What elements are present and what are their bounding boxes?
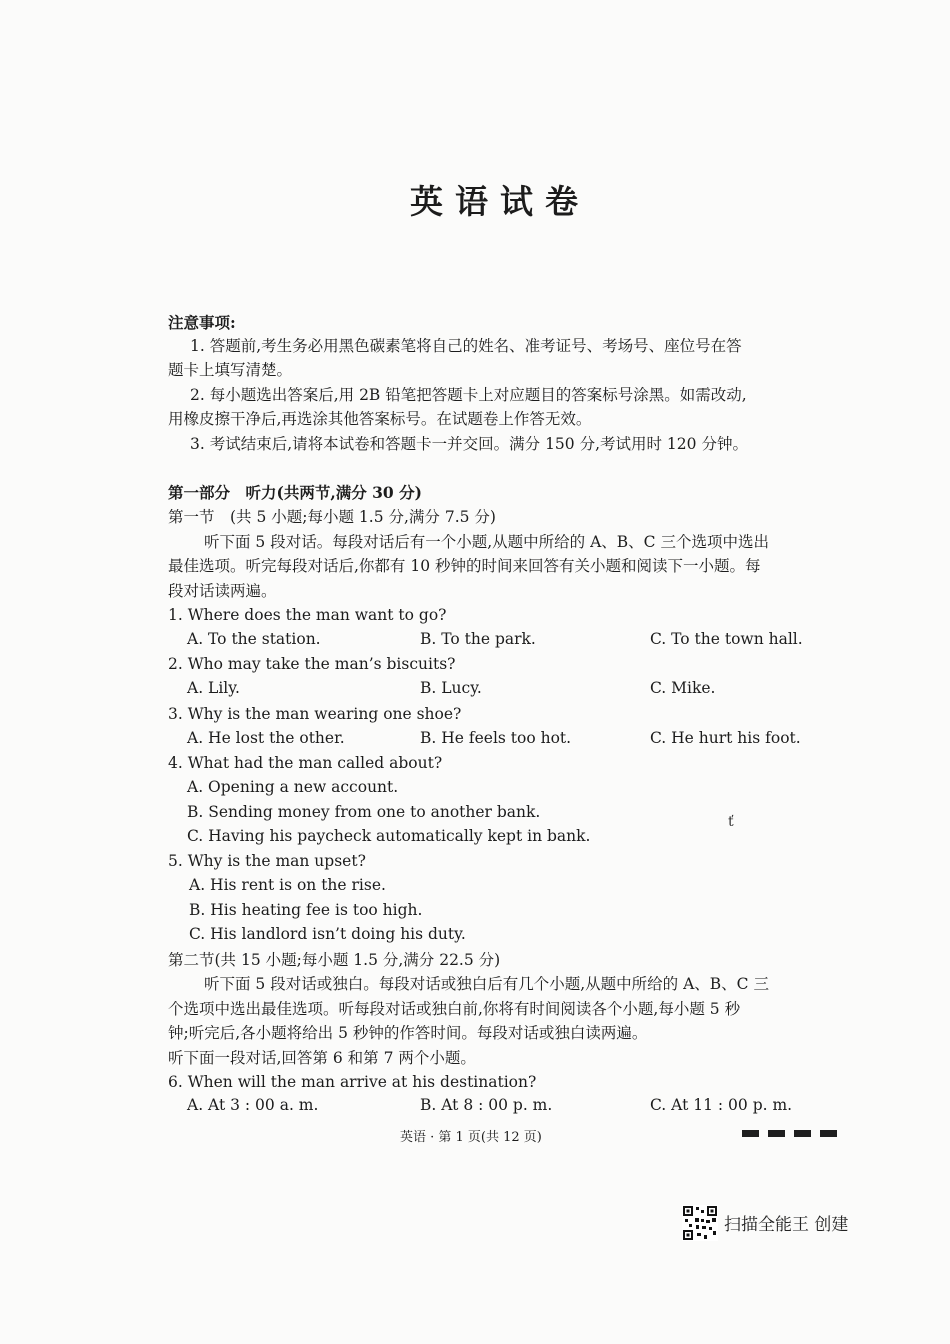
footer-bar (794, 1130, 811, 1137)
section1-heading: 第一节 (共 5 小题;每小题 1.5 分,满分 7.5 分) (168, 508, 496, 526)
question-5: 5. Why is the man upset? (168, 852, 366, 870)
question-1: 1. Where does the man want to go? (168, 606, 447, 624)
footer-bar (768, 1130, 785, 1137)
notice-line-5: 3. 考试结束后,请将本试卷和答题卡一并交回。满分 150 分,考试用时 120 分钟。 (190, 435, 748, 453)
question-3: 3. Why is the man wearing one shoe? (168, 705, 462, 723)
question-4: 4. What had the man called about? (168, 754, 443, 772)
footer-bar (742, 1130, 759, 1137)
qr-code-icon (682, 1205, 718, 1241)
footer-bar (820, 1130, 837, 1137)
section2-lead: 听下面一段对话,回答第 6 和第 7 两个小题。 (168, 1049, 476, 1067)
section2-heading: 第二节(共 15 小题;每小题 1.5 分,满分 22.5 分) (168, 951, 501, 969)
q1-option-c: C. To the town hall. (650, 630, 803, 648)
stray-mark: ť (728, 814, 734, 830)
section2-instructions-1: 听下面 5 段对话或独白。每段对话或独白后有几个小题,从题中所给的 A、B、C 三 (204, 975, 769, 993)
q6-option-a: A. At 3 : 00 a. m. (187, 1096, 319, 1114)
notice-line-2: 题卡上填写清楚。 (168, 361, 293, 379)
notice-line-4: 用橡皮擦干净后,再选涂其他答案标号。在试题卷上作答无效。 (168, 410, 592, 428)
page-title: 英语试卷 (410, 182, 590, 221)
q3-option-a: A. He lost the other. (187, 729, 345, 747)
q5-option-c: C. His landlord isn’t doing his duty. (189, 925, 466, 943)
footer-bars (742, 1130, 837, 1137)
q2-option-b: B. Lucy. (420, 679, 482, 697)
q2-option-a: A. Lily. (187, 679, 240, 697)
q1-option-a: A. To the station. (187, 630, 321, 648)
q4-option-a: A. Opening a new account. (187, 778, 399, 796)
q5-option-a: A. His rent is on the rise. (189, 876, 386, 894)
watermark-brand: 扫描全能王 创建 (724, 1215, 849, 1235)
q3-option-b: B. He feels too hot. (420, 729, 572, 747)
question-6: 6. When will the man arrive at his destination? (168, 1073, 537, 1091)
q2-option-c: C. Mike. (650, 679, 716, 697)
section2-instructions-3: 钟;听完后,各小题将给出 5 秒钟的作答时间。每段对话或独白读两遍。 (168, 1024, 648, 1042)
section2-instructions-2: 个选项中选出最佳选项。听每段对话或独白前,你将有时间阅读各个小题,每小题 5 秒 (168, 1000, 741, 1018)
q4-option-b: B. Sending money from one to another bank. (187, 803, 541, 821)
part1-heading: 第一部分 听力(共两节,满分 30 分) (168, 483, 422, 502)
q6-option-c: C. At 11 : 00 p. m. (650, 1096, 793, 1114)
q6-option-b: B. At 8 : 00 p. m. (420, 1096, 553, 1114)
q5-option-b: B. His heating fee is too high. (189, 901, 423, 919)
section1-instructions-1: 听下面 5 段对话。每段对话后有一个小题,从题中所给的 A、B、C 三个选项中选出 (204, 533, 769, 551)
question-2: 2. Who may take the man’s biscuits? (168, 655, 456, 673)
q1-option-b: B. To the park. (420, 630, 536, 648)
q4-option-c: C. Having his paycheck automatically kept in bank. (187, 827, 591, 845)
notice-line-3: 2. 每小题选出答案后,用 2B 铅笔把答题卡上对应题目的答案标号涂黑。如需改动, (190, 386, 747, 404)
notice-line-1: 1. 答题前,考生务必用黑色碳素笔将自己的姓名、准考证号、考场号、座位号在答 (190, 337, 742, 355)
section1-instructions-2: 最佳选项。听完每段对话后,你都有 10 秒钟的时间来回答有关小题和阅读下一小题。每 (168, 557, 761, 575)
notice-heading: 注意事项: (168, 313, 236, 332)
q3-option-c: C. He hurt his foot. (650, 729, 801, 747)
page-footer: 英语 · 第 1 页(共 12 页) (400, 1130, 542, 1145)
section1-instructions-3: 段对话读两遍。 (168, 582, 277, 600)
